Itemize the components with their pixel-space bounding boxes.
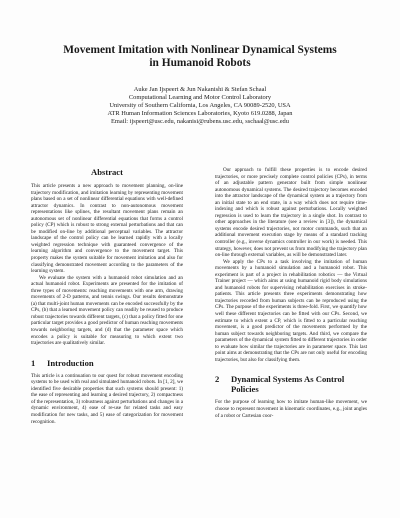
section-2-paragraph-1: For the purpose of learning how to imitate human-like movement, we choose to represent movement in kinematic coordinates, e.g., joint angles of a robot or Cartesian coor- — [215, 399, 367, 419]
affiliation-line-1: Computational Learning and Motor Control Laboratory — [128, 94, 272, 102]
right-column — [215, 167, 367, 419]
abstract-heading: Abstract — [91, 167, 123, 177]
section-2-heading — [215, 374, 367, 394]
section-1-title: Introduction — [47, 357, 94, 368]
left-column — [31, 167, 183, 425]
author-names: Auke Jan Ijspeert & Jun Nakanishi & Stefan Schaal — [133, 86, 267, 93]
introduction-paragraph-1: This article is a continuation to our quest for robust movement encoding systems to be used with real and simulated humanoid robots. In [1, 2], we identified five desirable properties that such systems should present: 1) the ease of representing and learning a desired trajectory, 2) compactness of the representation, 3) robustness against perturbations and changes in a dynamic environment, 4) ease of re-use for related tasks and easy modification for new tasks, and 5) ease of categorization for movement recognition. — [31, 372, 183, 425]
title-line-1: Movement Imitation with Nonlinear Dynamical Systems — [63, 44, 337, 56]
abstract-paragraph-1: This article presents a new approach to movement planning, on-line trajectory modification, and imitation learning by representing movement plans based on a set of nonlinear differential equations with well-defined attractor dynamics. In contrast to non-autonomous movement representations like splines, the resultant movement plans remain an autonomous set of nonlinear differential equations that forms a control policy (CP) which is robust to strong external perturbations and that can be modified on-line by additional perceptual variables. The attractor landscape of the control policy can be learned rapidly with a locally weighted regression technique with guaranteed convergence of the learning algorithm and convergence to the movement target. This property makes the system suitable for movement imitation and also for classifying demonstrated movement according to the parameters of the learning system. — [31, 183, 183, 275]
section-2-title-line-2: Policies — [231, 384, 259, 395]
section-1-heading — [31, 358, 183, 368]
affiliation-line-3: ATR Human Information Sciences Laboratories, Kyoto 619.0288, Japan — [107, 110, 293, 118]
abstract-paragraph-2: We evaluate the system with a humanoid robot simulation and an actual humanoid robot. Experiments are presented for the imitation of three types of movements: reaching movements with one arm, drawing movements of 2-D patterns, and tennis swings. Our results demonstrate (a) that multi-joint human movements can be encoded successfully by the CPs, (b) that a learned movement policy can readily be reused to produce robust trajectories towards different targets, (c) that a policy fitted for one particular target provides a good predictor of human reaching movements towards neighboring targets, and (d) that the parameter space which encodes a policy is suitable for measuring to which extent two trajectories are qualitatively similar. — [31, 274, 183, 347]
section-2-title-line-1: Dynamical Systems As Control — [231, 374, 345, 385]
paper-title — [40, 44, 360, 70]
right-paragraph-1: Our approach to fulfill these properties is to encode desired trajectories, or more precisely complete control policies (CPs), in terms of an adjustable pattern generator built from simple nonlinear autonomous dynamical systems. The desired trajectory becomes encoded into the attractor landscape of the dynamical system as a trajectory from an initial state to an end state, in a way which does not require time-indexing and which is robust against perturbations. Locally weighted regression is used to learn the trajectory in a single shot. In contrast to other approaches in the literature (see a review in [3]), the dynamical systems encode desired trajectories, not motor commands, such that an additional movement execution stage by means of a standard tracking controller (e.g., inverse dynamics controller in our work) is needed. This strategy, however, does not prevent us from modifying the trajectory plan on-line through external variables, as will be demonstrated later. — [215, 167, 367, 259]
author-block — [30, 86, 370, 126]
affiliation-line-2: University of Southern California, Los Angeles, CA 90089-2520, USA — [109, 102, 291, 110]
title-line-2: in Humanoid Robots — [149, 57, 251, 69]
section-2-number: 2 — [215, 374, 220, 385]
section-1-number: 1 — [31, 357, 36, 368]
author-email: Email: ijspeert@usc.edu, nakanisi@rubens.usc.edu, sschaal@usc.edu — [111, 118, 289, 126]
right-paragraph-2: We apply the CPs to a task involving the imitation of human movements by a humanoid simulation and a humanoid robot. This experiment is part of a project in rehabilitation robotics — the Virtual Trainer project — which aims at using humanoid rigid body simulations and humanoid robots for supervising rehabilitation exercises in stroke-patients. This article presents three experiments demonstrating how trajectories recorded from human subjects can be reproduced using the CPs. The purpose of the experiments is three-fold. First, we quantify how well these different trajectories can be fitted with our CPs. Second, we estimate to which extent a CP, which is fitted to a particular reaching movement, is a good predictor of the movements performed by the human subject towards neighboring targets. And third, we compare the parameters of the dynamical system fitted to different trajectories in order to evaluate how similar the trajectories are in parameter space. This last point aims at demonstrating that the CPs are not only useful for encoding trajectories, but also for classifying them. — [215, 258, 367, 363]
